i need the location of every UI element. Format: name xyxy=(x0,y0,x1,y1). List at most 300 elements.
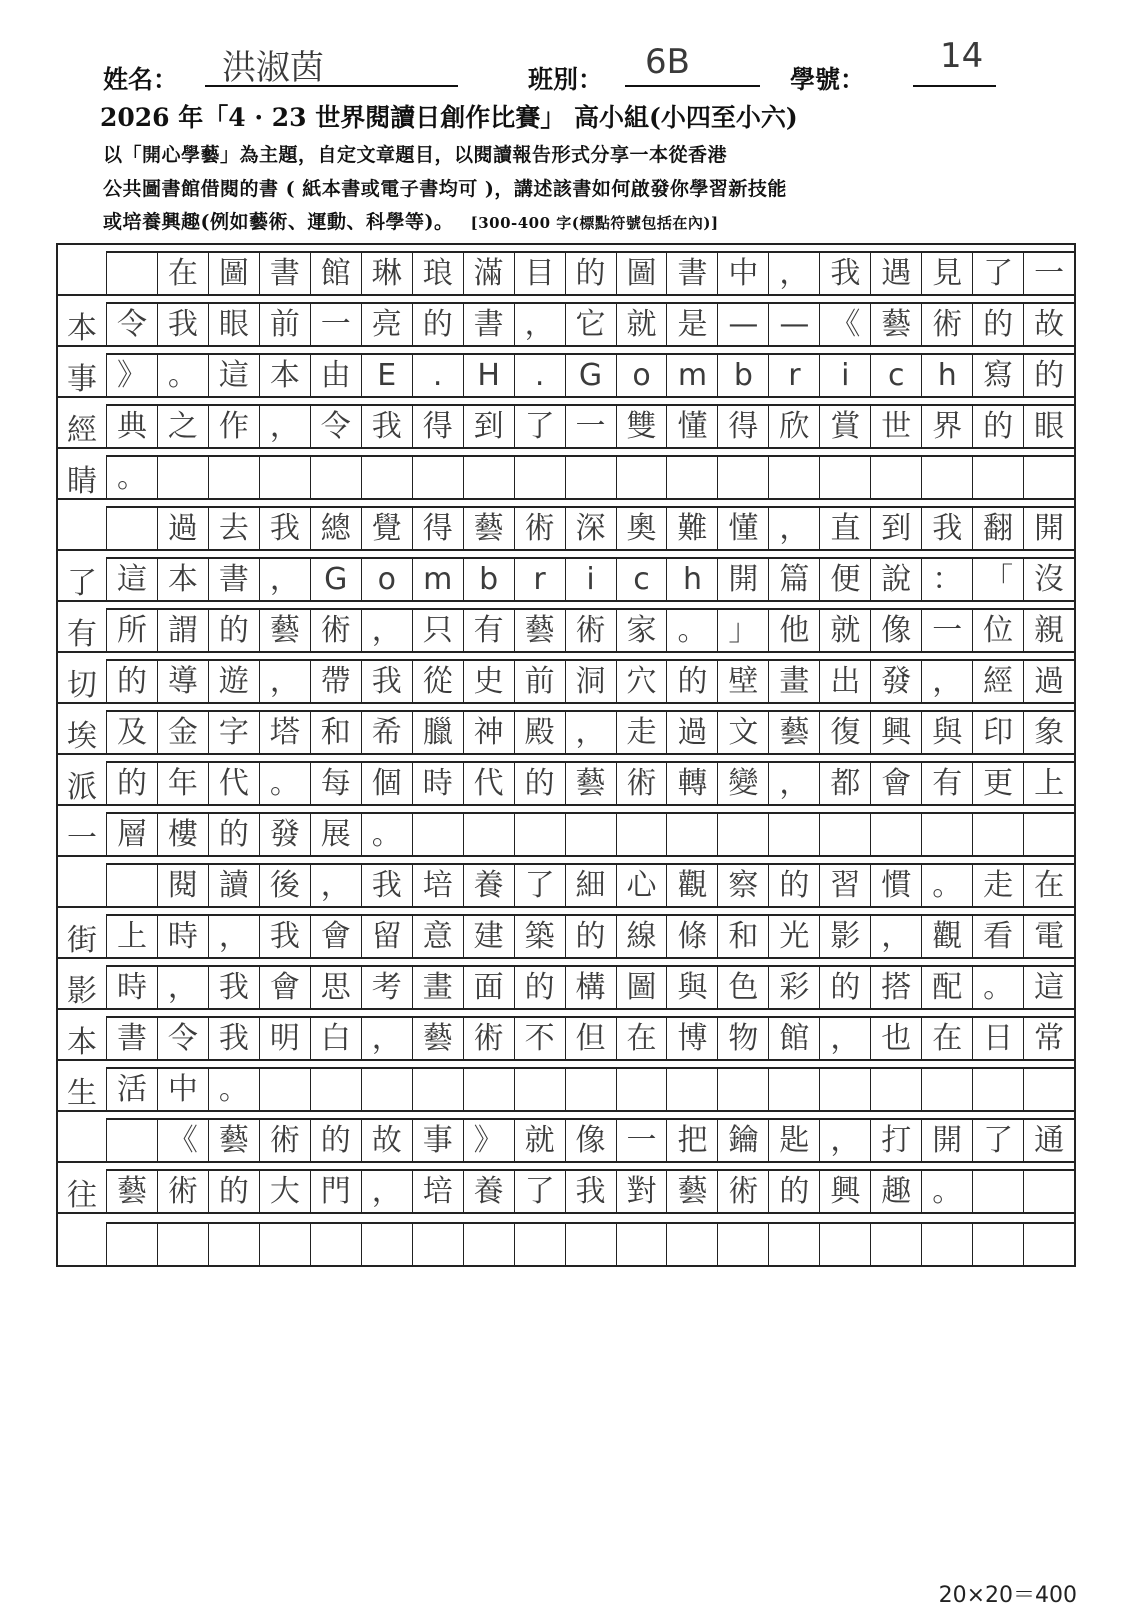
grid-cell: 得 xyxy=(412,406,463,447)
grid-cell xyxy=(58,508,106,549)
grid-cell: 覺 xyxy=(361,508,412,549)
grid-cell: 去 xyxy=(208,508,259,549)
grid-row xyxy=(58,245,1074,296)
grid-cell: 館 xyxy=(310,253,361,294)
grid-cell: 本 xyxy=(67,310,97,346)
grid-cell: ， xyxy=(157,967,208,1008)
grid-cell: 藝 xyxy=(463,508,514,549)
grid-cell: 博 xyxy=(666,1018,717,1059)
grid-cell: 藝 xyxy=(768,712,819,753)
grid-cell: 會 xyxy=(259,967,310,1008)
grid-cell xyxy=(870,814,921,855)
grid-cell: 藝 xyxy=(259,610,310,651)
grid-cell: 的 xyxy=(565,253,616,294)
grid-cell xyxy=(921,814,972,855)
grid-cell: 亮 xyxy=(361,304,412,345)
grid-row-cells xyxy=(106,353,1074,396)
grid-cell: 就 xyxy=(514,1120,565,1161)
competition-title: 2026 年「4 · 23 世界閱讀日創作比賽」 高小組(小四至小六) xyxy=(100,103,798,132)
grid-cell: 色 xyxy=(717,967,768,1008)
grid-cell: 了 xyxy=(67,565,97,601)
grid-cell: 前 xyxy=(514,661,565,702)
grid-cell: 一 xyxy=(67,820,97,856)
grid-cell: 》 xyxy=(106,355,157,396)
grid-cell: 令 xyxy=(157,1018,208,1059)
grid-cell: H xyxy=(463,355,514,396)
grid-cell xyxy=(819,457,870,498)
grid-row xyxy=(58,398,1074,449)
grid-cell: 與 xyxy=(921,712,972,753)
grid-cell: . xyxy=(514,355,565,396)
grid-cell: ， xyxy=(259,406,310,447)
grid-cell: 金 xyxy=(157,712,208,753)
grid-cell: 的 xyxy=(565,916,616,957)
grid-cell: 的 xyxy=(514,967,565,1008)
grid-cell: 慣 xyxy=(870,865,921,906)
grid-cell: 象 xyxy=(1023,712,1074,753)
grid-cell: E xyxy=(361,355,412,396)
grid-cell: 開 xyxy=(1023,508,1074,549)
grid-cell: 不 xyxy=(514,1018,565,1059)
grid-cell: 開 xyxy=(921,1120,972,1161)
grid-cell: 中 xyxy=(717,253,768,294)
grid-cell: 。 xyxy=(921,865,972,906)
grid-cell xyxy=(106,508,157,549)
grid-cell: 意 xyxy=(412,916,463,957)
grid-cell: 發 xyxy=(870,661,921,702)
grid-cell: h xyxy=(921,355,972,396)
grid-cell: 在 xyxy=(616,1018,667,1059)
grid-cell: 出 xyxy=(819,661,870,702)
grid-cell: 明 xyxy=(259,1018,310,1059)
grid-cell: 術 xyxy=(514,508,565,549)
grid-cell xyxy=(768,457,819,498)
grid-row xyxy=(58,908,1074,959)
grid-cell: 。 xyxy=(259,763,310,804)
grid-cell xyxy=(768,1224,819,1265)
grid-cell xyxy=(972,1224,1023,1265)
grid-cell: 術 xyxy=(616,763,667,804)
grid-cell xyxy=(58,865,106,906)
grid-cell: 一 xyxy=(616,1120,667,1161)
grid-cell: 作 xyxy=(208,406,259,447)
instruction-line-3 xyxy=(103,207,719,234)
grid-cell: 會 xyxy=(310,916,361,957)
grid-cell xyxy=(1023,1069,1074,1110)
grid-cell: 過 xyxy=(1023,661,1074,702)
grid-cell: 導 xyxy=(157,661,208,702)
grid-cell: 這 xyxy=(208,355,259,396)
grid-cell xyxy=(972,814,1023,855)
grid-cell: 思 xyxy=(310,967,361,1008)
grid-row xyxy=(58,1112,1074,1163)
grid-cell: 之 xyxy=(157,406,208,447)
grid-cell: 鑰 xyxy=(717,1120,768,1161)
grid-cell xyxy=(463,457,514,498)
grid-cell: 也 xyxy=(870,1018,921,1059)
grid-cell: ， xyxy=(259,661,310,702)
instruction-line-2: 公共圖書館借閱的書 ( 紙本書或電子書均可 )，講述該書如何啟發你學習新技能 xyxy=(103,178,787,200)
grid-cell: 過 xyxy=(666,712,717,753)
grid-cell: 本 xyxy=(67,1024,97,1060)
grid-cell: 了 xyxy=(514,865,565,906)
grid-cell: 我 xyxy=(565,1171,616,1212)
grid-cell: 只 xyxy=(412,610,463,651)
grid-cell xyxy=(514,457,565,498)
grid-cell: 趣 xyxy=(870,1171,921,1212)
grid-cell: 穴 xyxy=(616,661,667,702)
grid-cell: 彩 xyxy=(768,967,819,1008)
grid-cell: 說 xyxy=(870,559,921,600)
grid-cell: 的 xyxy=(208,814,259,855)
grid-cell: 養 xyxy=(463,1171,514,1212)
grid-cell: 了 xyxy=(972,1120,1023,1161)
grid-cell: 。 xyxy=(106,457,157,498)
grid-cell: 發 xyxy=(259,814,310,855)
grid-row-cells xyxy=(106,455,1074,498)
grid-cell xyxy=(412,1069,463,1110)
grid-cell: 光 xyxy=(768,916,819,957)
grid-cell: 的 xyxy=(768,865,819,906)
grid-cell: 翻 xyxy=(972,508,1023,549)
grid-cell: 個 xyxy=(361,763,412,804)
grid-cell: 搭 xyxy=(870,967,921,1008)
grid-row xyxy=(58,755,1074,806)
grid-cell: 書 xyxy=(463,304,514,345)
grid-cell: ， xyxy=(208,916,259,957)
grid-cell: 字 xyxy=(208,712,259,753)
grid-cell: 謂 xyxy=(157,610,208,651)
grid-cell: 在 xyxy=(921,1018,972,1059)
grid-cell: 眼 xyxy=(1023,406,1074,447)
grid-cell: 術 xyxy=(463,1018,514,1059)
grid-cell: 了 xyxy=(972,253,1023,294)
grid-row-cells xyxy=(106,302,1074,345)
grid-cell: 構 xyxy=(565,967,616,1008)
grid-cell: 代 xyxy=(463,763,514,804)
grid-cell: 它 xyxy=(565,304,616,345)
grid-cell: 睛 xyxy=(67,463,97,499)
grid-cell: 的 xyxy=(208,1171,259,1212)
grid-cell: 。 xyxy=(972,967,1023,1008)
grid-cell: 變 xyxy=(717,763,768,804)
grid-cell: 的 xyxy=(768,1171,819,1212)
grid-row-cells xyxy=(106,812,1074,855)
grid-cell: 深 xyxy=(565,508,616,549)
grid-cell: 藝 xyxy=(208,1120,259,1161)
grid-cell xyxy=(666,814,717,855)
grid-cell: 的 xyxy=(972,304,1023,345)
grid-cell: 畫 xyxy=(412,967,463,1008)
grid-cell: 一 xyxy=(921,610,972,651)
grid-cell: 閱 xyxy=(157,865,208,906)
grid-cell: 畫 xyxy=(768,661,819,702)
grid-cell: 壁 xyxy=(717,661,768,702)
grid-cell: 這 xyxy=(106,559,157,600)
grid-cell: 藝 xyxy=(412,1018,463,1059)
grid-cell xyxy=(616,457,667,498)
grid-cell xyxy=(666,1224,717,1265)
grid-cell xyxy=(717,457,768,498)
grid-cell: 過 xyxy=(157,508,208,549)
grid-cell: 文 xyxy=(717,712,768,753)
grid-row-cells xyxy=(106,863,1074,906)
grid-cell: 我 xyxy=(361,406,412,447)
grid-cell: 日 xyxy=(972,1018,1023,1059)
grid-cell: h xyxy=(666,559,717,600)
grid-cell: 把 xyxy=(666,1120,717,1161)
grid-row-cells xyxy=(106,965,1074,1008)
grid-cell: 細 xyxy=(565,865,616,906)
grid-row-cells xyxy=(106,1169,1074,1212)
grid-cell xyxy=(259,457,310,498)
grid-cell: 的 xyxy=(1023,355,1074,396)
grid-cell: 眼 xyxy=(208,304,259,345)
grid-cell: 開 xyxy=(717,559,768,600)
grid-cell: 術 xyxy=(921,304,972,345)
grid-cell: 習 xyxy=(819,865,870,906)
grid-cell: 的 xyxy=(412,304,463,345)
grid-row xyxy=(58,704,1074,755)
grid-cell xyxy=(463,1224,514,1265)
grid-cell: 故 xyxy=(361,1120,412,1161)
grid-cell: 中 xyxy=(157,1069,208,1110)
grid-cell xyxy=(157,457,208,498)
grid-cell: 通 xyxy=(1023,1120,1074,1161)
grid-cell: 到 xyxy=(463,406,514,447)
grid-cell: 心 xyxy=(616,865,667,906)
grid-cell: 像 xyxy=(565,1120,616,1161)
grid-cell: 藝 xyxy=(106,1171,157,1212)
grid-cell xyxy=(768,814,819,855)
grid-cell: ， xyxy=(768,508,819,549)
grid-cell: 典 xyxy=(106,406,157,447)
grid-cell: 察 xyxy=(717,865,768,906)
grid-cell xyxy=(1023,1171,1074,1212)
grid-cell xyxy=(768,1069,819,1110)
grid-cell: 和 xyxy=(717,916,768,957)
grid-row-cells xyxy=(106,251,1074,294)
grid-cell: 得 xyxy=(717,406,768,447)
grid-cell: 臘 xyxy=(412,712,463,753)
grid-cell xyxy=(514,1069,565,1110)
grid-cell: 白 xyxy=(310,1018,361,1059)
grid-cell: 後 xyxy=(259,865,310,906)
grid-cell: r xyxy=(768,355,819,396)
grid-cell xyxy=(361,1069,412,1110)
grid-row-cells xyxy=(106,761,1074,804)
grid-cell: 篇 xyxy=(768,559,819,600)
grid-cell: 事 xyxy=(412,1120,463,1161)
grid-cell xyxy=(259,1069,310,1110)
grid-cell: 家 xyxy=(616,610,667,651)
grid-cell: b xyxy=(463,559,514,600)
grid-cell: 圖 xyxy=(616,967,667,1008)
grid-cell: 書 xyxy=(666,253,717,294)
grid-cell: 養 xyxy=(463,865,514,906)
grid-cell: 與 xyxy=(666,967,717,1008)
grid-cell: 的 xyxy=(514,763,565,804)
grid-cell: ： xyxy=(921,559,972,600)
grid-cell: ， xyxy=(361,1018,412,1059)
grid-cell: 年 xyxy=(157,763,208,804)
writing-grid xyxy=(56,243,1076,1267)
grid-cell: 懂 xyxy=(717,508,768,549)
grid-row xyxy=(58,1163,1074,1214)
grid-cell: 我 xyxy=(157,304,208,345)
grid-cell: 難 xyxy=(666,508,717,549)
grid-cell: 都 xyxy=(819,763,870,804)
grid-cell: 琅 xyxy=(412,253,463,294)
grid-cell xyxy=(616,1069,667,1110)
name-underline xyxy=(205,85,458,87)
grid-cell: 每 xyxy=(310,763,361,804)
grid-cell: 本 xyxy=(259,355,310,396)
grid-cell: 影 xyxy=(67,973,97,1009)
grid-cell: 往 xyxy=(67,1177,97,1213)
grid-cell: 我 xyxy=(361,661,412,702)
grid-row-cells xyxy=(106,1067,1074,1110)
word-limit-note: [300-400 字(標點符號包括在內)] xyxy=(470,214,719,232)
grid-cell: 活 xyxy=(106,1069,157,1110)
grid-cell xyxy=(361,457,412,498)
grid-cell: 雙 xyxy=(616,406,667,447)
grid-cell: 我 xyxy=(361,865,412,906)
grid-cell: 書 xyxy=(106,1018,157,1059)
grid-cell: 賞 xyxy=(819,406,870,447)
grid-cell: 時 xyxy=(157,916,208,957)
grid-row xyxy=(58,449,1074,500)
grid-cell: 希 xyxy=(361,712,412,753)
grid-cell xyxy=(870,1069,921,1110)
grid-cell: 一 xyxy=(565,406,616,447)
grid-cell: 線 xyxy=(616,916,667,957)
grid-cell xyxy=(208,1224,259,1265)
grid-cell xyxy=(58,1224,106,1265)
grid-cell: 讀 xyxy=(208,865,259,906)
grid-cell: 我 xyxy=(208,1018,259,1059)
grid-cell: i xyxy=(565,559,616,600)
grid-cell: 寫 xyxy=(972,355,1023,396)
grid-cell: 大 xyxy=(259,1171,310,1212)
grid-cell: 洞 xyxy=(565,661,616,702)
grid-cell xyxy=(106,1224,157,1265)
grid-cell: 《 xyxy=(819,304,870,345)
grid-cell: b xyxy=(717,355,768,396)
grid-cell xyxy=(463,814,514,855)
grid-cell: 面 xyxy=(463,967,514,1008)
grid-cell: 滿 xyxy=(463,253,514,294)
grid-cell: 藝 xyxy=(565,763,616,804)
grid-cell: ， xyxy=(565,712,616,753)
grid-cell: 有 xyxy=(67,616,97,652)
grid-cell xyxy=(819,1069,870,1110)
instruction-line-1: 以「開心學藝」為主題，自定文章題目，以閱讀報告形式分享一本從香港 xyxy=(103,144,728,166)
grid-row-cells xyxy=(106,557,1074,600)
grid-cell: ， xyxy=(819,1120,870,1161)
number-label: 學號： xyxy=(790,65,866,94)
grid-cell: 在 xyxy=(157,253,208,294)
grid-row xyxy=(58,1214,1074,1265)
grid-cell: 世 xyxy=(870,406,921,447)
grid-cell: 目 xyxy=(514,253,565,294)
grid-cell xyxy=(361,1224,412,1265)
grid-cell: 《 xyxy=(157,1120,208,1161)
grid-cell: 的 xyxy=(106,661,157,702)
grid-cell xyxy=(1023,457,1074,498)
grid-cell: 就 xyxy=(616,304,667,345)
grid-cell: 」 xyxy=(717,610,768,651)
grid-cell: 興 xyxy=(870,712,921,753)
grid-cell: 史 xyxy=(463,661,514,702)
grid-row xyxy=(58,857,1074,908)
grid-cell xyxy=(819,1224,870,1265)
grid-row-cells xyxy=(106,1222,1074,1265)
grid-cell: 經 xyxy=(972,661,1023,702)
grid-cell: 觀 xyxy=(666,865,717,906)
grid-cell: 帶 xyxy=(310,661,361,702)
grid-cell: 直 xyxy=(819,508,870,549)
grid-cell: ， xyxy=(819,1018,870,1059)
grid-cell: 我 xyxy=(921,508,972,549)
grid-cell: 的 xyxy=(666,661,717,702)
grid-cell xyxy=(106,865,157,906)
grid-cell: 樓 xyxy=(157,814,208,855)
grid-cell: 時 xyxy=(106,967,157,1008)
grid-cell xyxy=(972,1171,1023,1212)
grid-cell: 興 xyxy=(819,1171,870,1212)
grid-cell: 到 xyxy=(870,508,921,549)
grid-cell: 館 xyxy=(768,1018,819,1059)
grid-cell: 和 xyxy=(310,712,361,753)
grid-cell: 術 xyxy=(259,1120,310,1161)
grid-row xyxy=(58,806,1074,857)
grid-cell: 上 xyxy=(1023,763,1074,804)
grid-cell: 所 xyxy=(106,610,157,651)
grid-cell xyxy=(58,253,106,294)
grid-cell: ， xyxy=(768,763,819,804)
grid-cell: 街 xyxy=(67,922,97,958)
grid-cell: 我 xyxy=(819,253,870,294)
grid-cell: 我 xyxy=(208,967,259,1008)
grid-cell: 了 xyxy=(514,1171,565,1212)
grid-cell: G xyxy=(565,355,616,396)
grid-row xyxy=(58,1061,1074,1112)
grid-row xyxy=(58,296,1074,347)
grid-cell xyxy=(514,814,565,855)
grid-cell: 影 xyxy=(819,916,870,957)
grid-cell: 展 xyxy=(310,814,361,855)
grid-cell: 藝 xyxy=(514,610,565,651)
grid-cell xyxy=(717,1224,768,1265)
grid-cell: 親 xyxy=(1023,610,1074,651)
grid-cell: 的 xyxy=(972,406,1023,447)
grid-cell xyxy=(921,1224,972,1265)
grid-cell: 。 xyxy=(921,1171,972,1212)
grid-cell: 培 xyxy=(412,865,463,906)
grid-cell xyxy=(310,1069,361,1110)
grid-cell xyxy=(616,814,667,855)
grid-cell xyxy=(106,253,157,294)
grid-cell xyxy=(666,1069,717,1110)
grid-cell: 遇 xyxy=(870,253,921,294)
grid-cell: o xyxy=(616,355,667,396)
grid-cell: c xyxy=(870,355,921,396)
grid-cell: 是 xyxy=(666,304,717,345)
grid-row xyxy=(58,347,1074,398)
grid-cell: 的 xyxy=(310,1120,361,1161)
grid-cell xyxy=(717,1069,768,1110)
